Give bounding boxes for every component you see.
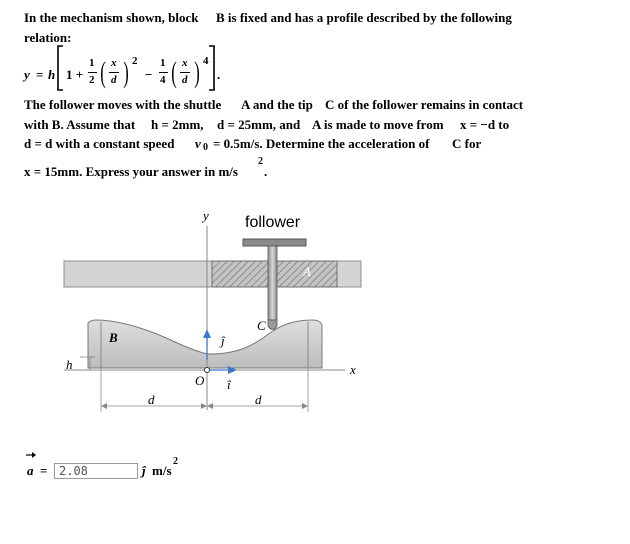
label-O: O — [195, 373, 205, 388]
origin-point — [205, 368, 210, 373]
eq-num-1: 1 — [89, 57, 95, 69]
block-B — [88, 320, 322, 368]
para-line-3c: = 0.5m/s. Determine the acceleration of — [213, 136, 430, 151]
para-line-4-end: . — [264, 164, 268, 179]
answer-symbol: a — [27, 463, 34, 478]
para-line-3b: v — [195, 136, 201, 151]
para-line-4: x = 15mm. Express your answer in m/s — [24, 164, 238, 179]
para-line-1a: The follower moves with the shuttle — [24, 97, 222, 112]
eq-paren-right-2: ) — [194, 56, 200, 89]
eq-y: y — [24, 67, 30, 82]
eq-paren-left-1: ( — [100, 56, 106, 89]
eq-period: . — [217, 67, 221, 82]
eq-power-4: 4 — [203, 55, 209, 67]
eq-h: h — [48, 67, 56, 82]
eq-minus: − — [145, 67, 153, 82]
label-B: B — [109, 330, 118, 345]
eq-den-1: 2 — [89, 74, 95, 86]
answer-equals: = — [40, 463, 48, 478]
problem-line-1a: In the mechanism shown, block — [24, 10, 199, 25]
follower-plate — [243, 239, 306, 246]
eq-paren-right-1: ) — [123, 56, 129, 89]
eq-x-2: x — [182, 57, 188, 69]
label-A: A — [303, 264, 311, 279]
para-line-4-sup: 2 — [258, 156, 263, 167]
vector-arrow-icon — [25, 451, 37, 459]
label-follower: follower — [245, 214, 301, 231]
label-i: î — [227, 377, 231, 392]
label-y: y — [203, 208, 209, 223]
eq-power-2: 2 — [132, 55, 138, 67]
label-j: ĵ — [221, 333, 225, 348]
label-x: x — [350, 362, 356, 377]
eq-equals: = — [36, 67, 44, 82]
para-line-2a: with B. Assume that — [24, 117, 136, 132]
eq-den-2: 4 — [160, 74, 166, 86]
para-line-3d: C for — [452, 136, 482, 151]
para-line-1c: C of the follower remains in contact — [325, 97, 524, 112]
answer-unit: m/s — [152, 463, 172, 478]
follower-stem — [268, 246, 277, 320]
para-line-2d: A is made to move from — [312, 117, 444, 132]
problem-line-2: relation: — [24, 30, 72, 45]
answer-unit-j: ĵ — [142, 463, 146, 478]
problem-line-1b: B is fixed and has a profile described by the following — [216, 10, 512, 25]
label-d-left: d — [148, 392, 155, 407]
label-h: h — [66, 357, 73, 372]
para-line-1b: A and the tip — [241, 97, 313, 112]
eq-d-1: d — [111, 74, 117, 86]
para-line-2b: h = 2mm, — [151, 117, 204, 132]
label-d-right: d — [255, 392, 262, 407]
para-line-3b-sub: 0 — [203, 142, 208, 153]
eq-d-2: d — [182, 74, 188, 86]
para-line-2e: x = −d to — [460, 117, 510, 132]
answer-input[interactable] — [54, 463, 138, 479]
answer-unit-sup: 2 — [173, 456, 178, 467]
eq-x-1: x — [111, 57, 117, 69]
eq-paren-left-2: ( — [171, 56, 177, 89]
para-line-3a: d = d with a constant speed — [24, 136, 175, 151]
j-unit-arrow — [203, 329, 211, 338]
label-C: C — [257, 318, 266, 333]
eq-num-2: 1 — [160, 57, 166, 69]
eq-one-plus: 1 + — [66, 67, 84, 82]
para-line-2c: d = 25mm, and — [217, 117, 301, 132]
follower-tip — [268, 320, 277, 330]
